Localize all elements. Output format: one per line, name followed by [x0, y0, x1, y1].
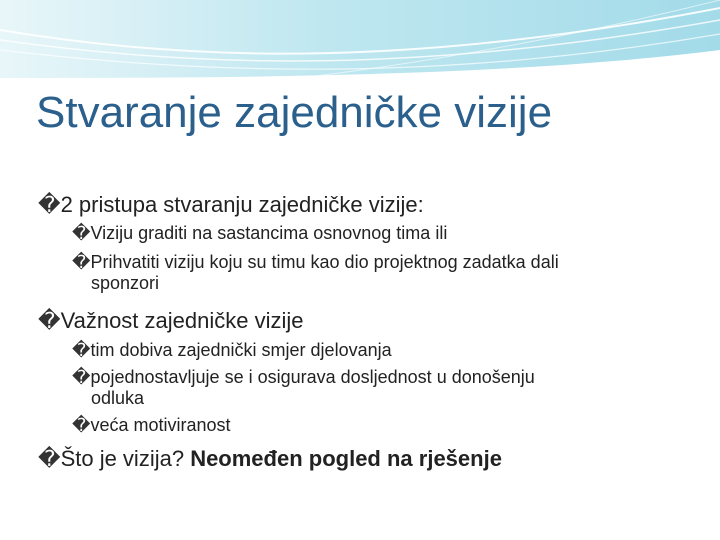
vision-question: Što je vizija?: [60, 446, 191, 471]
bullet-icon: �: [38, 446, 61, 471]
list-item-text: pojednostavljuje se i osigurava dosljednost u donošenju: [90, 367, 535, 387]
list-item-text: tim dobiva zajednički smjer djelovanja: [90, 340, 392, 360]
bullet-icon: �: [72, 367, 91, 387]
bullet-icon: �: [72, 252, 91, 272]
list-item: [72, 415, 698, 436]
section2-heading: Važnost zajedničke vizije: [60, 308, 304, 333]
list-item: [72, 340, 698, 361]
list-item: [72, 252, 698, 294]
list-item-continuation: odluka: [91, 388, 145, 408]
header-banner: [0, 0, 720, 78]
list-item-continuation: sponzori: [91, 273, 160, 293]
banner-wave-graphic: [0, 0, 720, 78]
section1-heading-item: [38, 192, 698, 218]
list-item: [72, 223, 698, 244]
vision-answer: Neomeđen pogled na rješenje: [190, 446, 502, 471]
section2-heading-item: [38, 308, 698, 334]
section3-item: [38, 446, 698, 472]
bullet-icon: �: [38, 192, 61, 217]
bullet-icon: �: [72, 340, 91, 360]
list-item-text: veća motiviranost: [90, 415, 231, 435]
list-item: [72, 367, 698, 409]
bullet-icon: �: [72, 415, 91, 435]
bullet-icon: �: [72, 223, 91, 243]
slide-title: Stvaranje zajedničke vizije: [36, 88, 553, 137]
list-item-text: Prihvatiti viziju koju su timu kao dio projektnog zadatka dali: [90, 252, 559, 272]
list-item-text: Viziju graditi na sastancima osnovnog tima ili: [90, 223, 448, 243]
bullet-icon: �: [38, 308, 61, 333]
slide-content: [38, 192, 698, 472]
section1-heading: 2 pristupa stvaranju zajedničke vizije:: [60, 192, 424, 217]
